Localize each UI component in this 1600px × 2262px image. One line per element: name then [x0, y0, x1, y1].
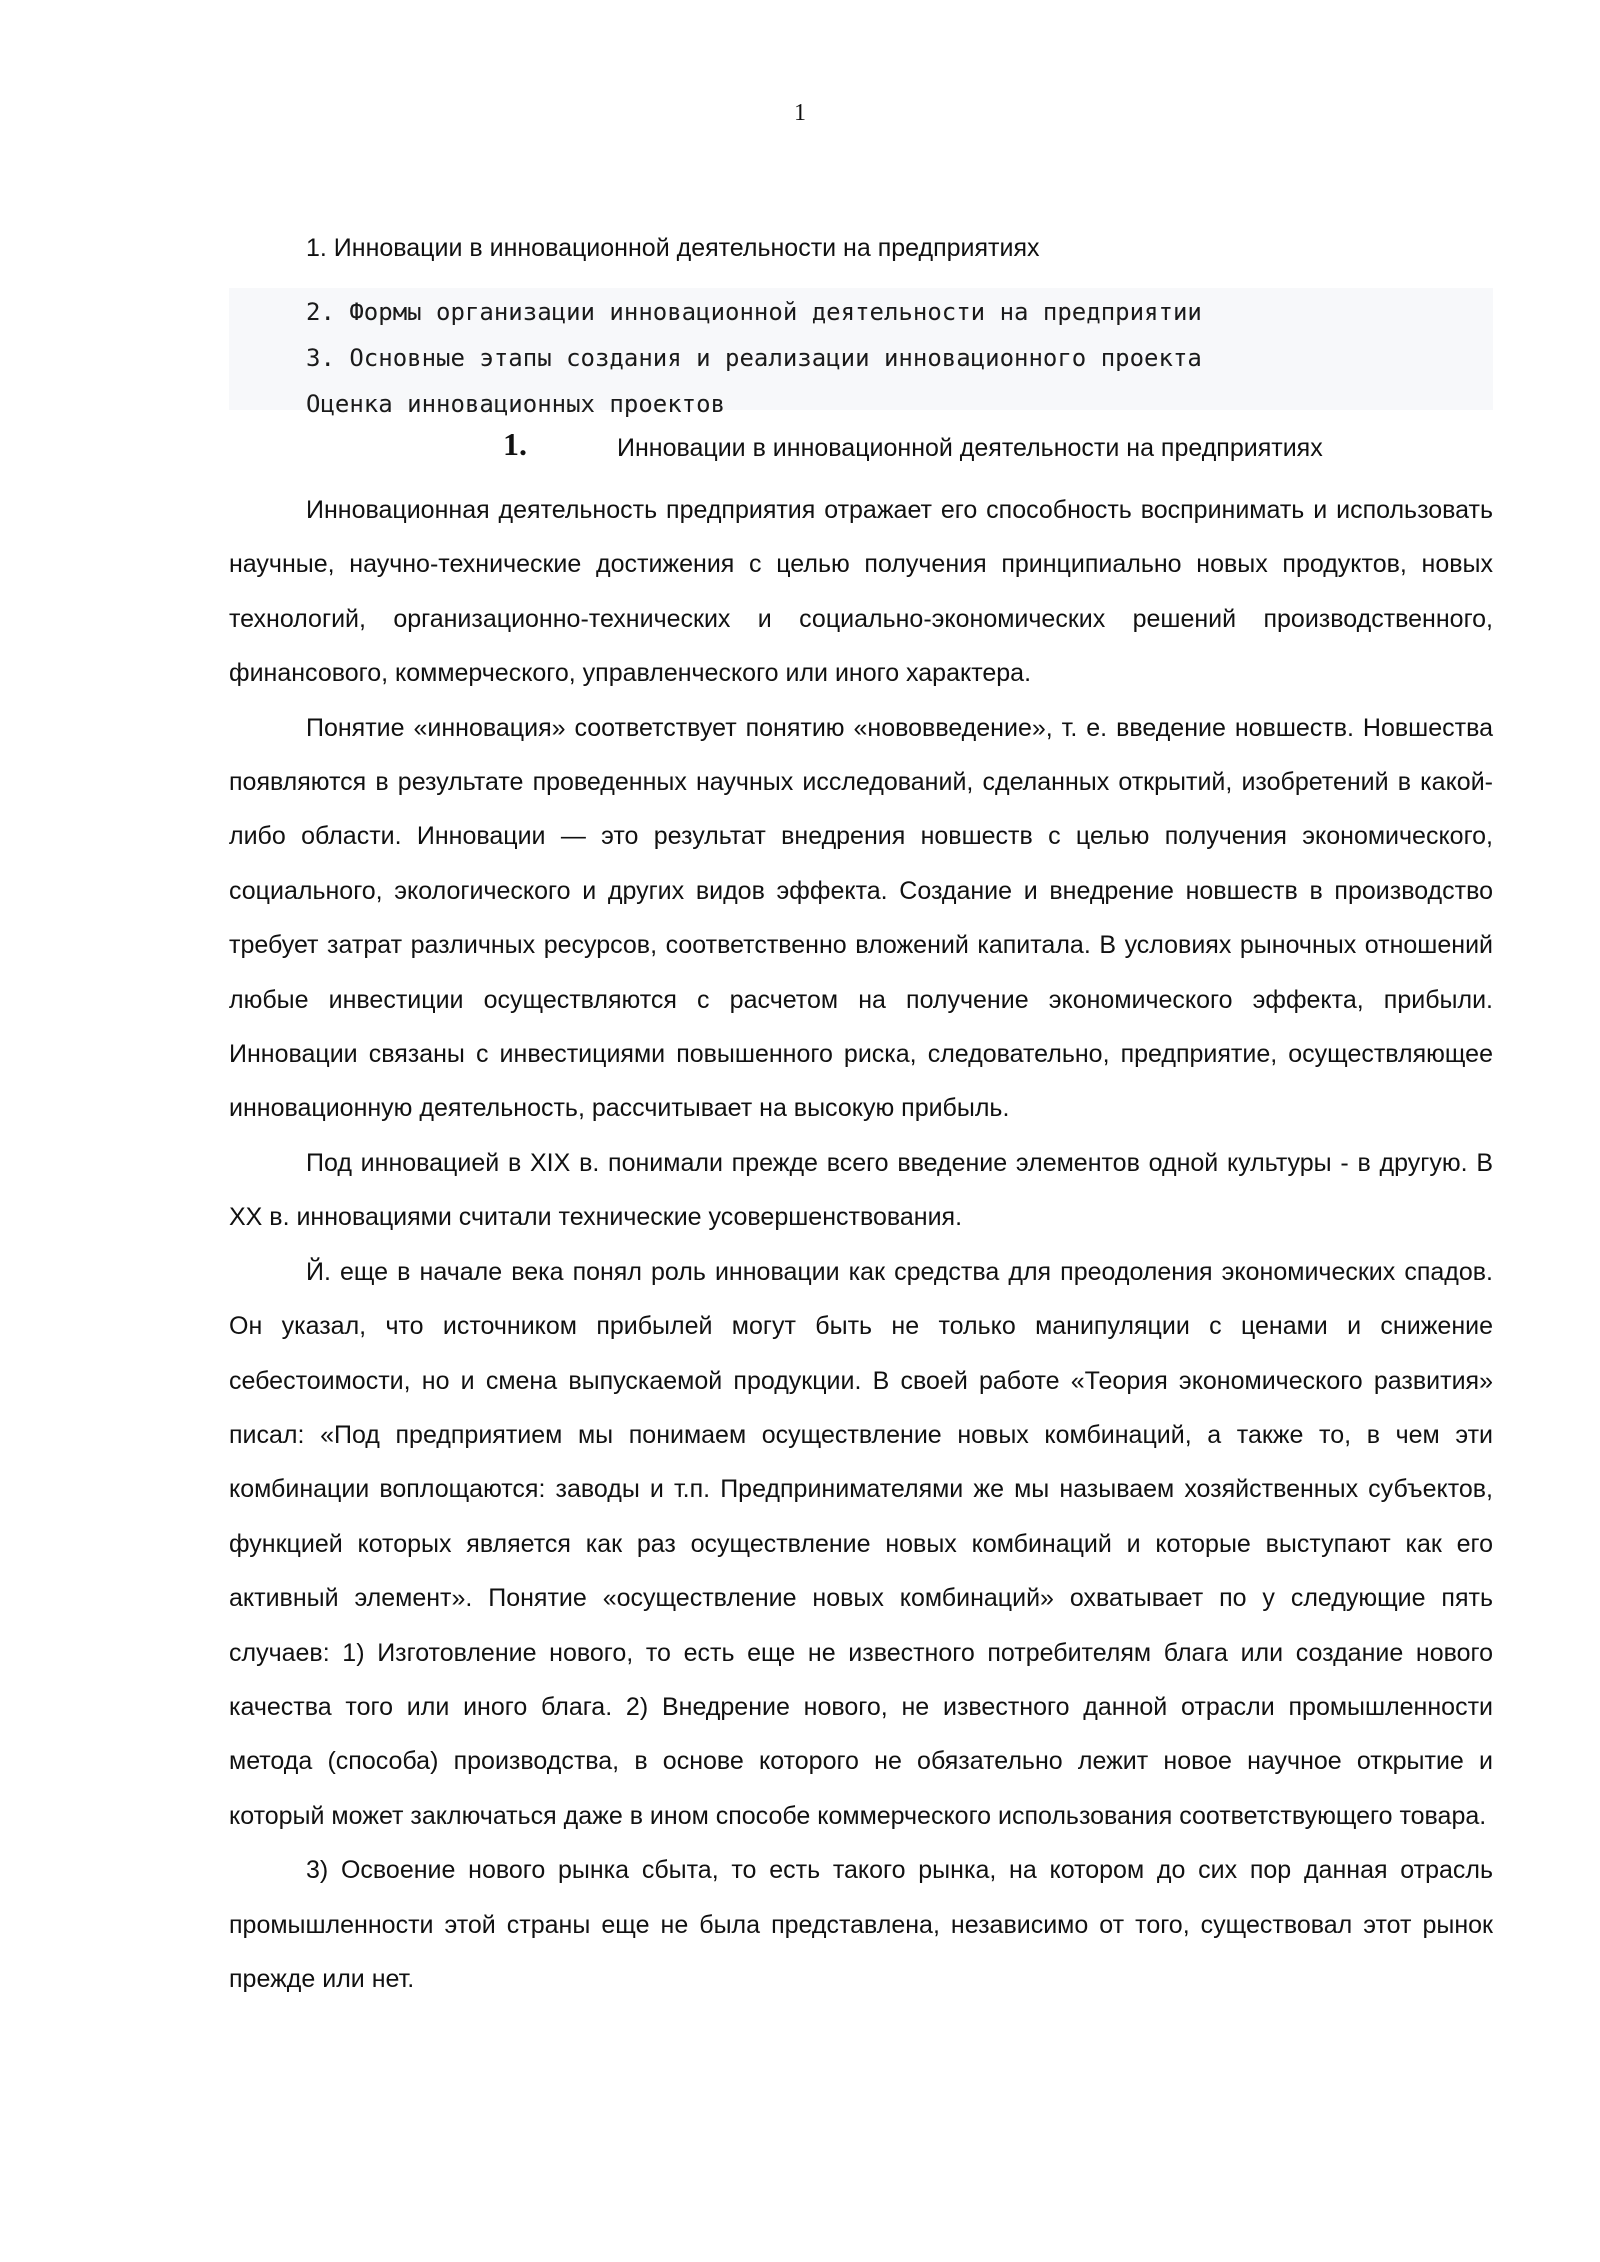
section-number: 1.: [503, 426, 527, 462]
section-title: Инновации в инновационной деятельности на предприятиях: [617, 434, 1323, 462]
toc-item-4: Оценка инновационных проектов: [306, 390, 726, 418]
toc-item-3: 3. Основные этапы создания и реализации инновационного проекта: [306, 344, 1202, 372]
paragraph: Под инновацией в XIX в. понимали прежде всего введение элементов одной культуры - в другую. В XX в. инновациями считали технические усовершенствования.: [229, 1148, 1493, 1232]
toc-item-2: 2. Формы организации инновационной деятельности на предприятии: [306, 298, 1202, 326]
page-number: 1: [794, 100, 806, 126]
toc-item-1: 1. Инновации в инновационной деятельности на предприятиях: [306, 234, 1040, 262]
paragraph: Инновационная деятельность предприятия отражает его способность воспринимать и использовать научные, научно-технические достижения с целью получения принципиально новых продуктов, новых технологий, организационно-технических и социально-экономических решений производственного, финансового, коммерческого, управленческого или иного характера.: [229, 496, 1493, 688]
toc-code-block: [229, 288, 1493, 418]
paragraph: 3) Освоение нового рынка сбыта, то есть такого рынка, на котором до сих пор данная отрасль промышленности этой страны еще не была представлена, независимо от того, существовал этот рынок прежде или нет.: [229, 1856, 1493, 1993]
paragraph: Понятие «инновация» соответствует понятию «нововведение», т. е. введение новшеств. Новшества появляются в результате проведенных научных исследований, сделанных открытий, изобретений в какой-либо области. Инновации — это результат внедрения новшеств с целью получения экономического, социального, экологического и других видов эффекта. Создание и внедрение новшеств в производство требует затрат различных ресурсов, соответственно вложений капитала. В условиях рыночных отношений любые инвестиции осуществляются с расчетом на получение экономического эффекта, прибыли. Инновации связаны с инвестициями повышенного риска, следовательно, предприятие, осуществляющее инновационную деятельность, рассчитывает на высокую прибыль.: [229, 713, 1493, 1123]
paragraph: Й. еще в начале века понял роль инновации как средства для преодоления экономических спадов. Он указал, что источником прибылей могут быть не только манипуляции с ценами и снижение себестоимости, но и смена выпускаемой продукции. В своей работе «Теория экономического развития» писал: «Под предприятием мы понимаем осуществление новых комбинаций, а также то, в чем эти комбинации воплощаются: заводы и т.п. Предпринимателями же мы называем хозяйственных субъектов, функцией которых является как раз осуществление новых комбинаций и которые выступают как его активный элемент». Понятие «осуществление новых комбинаций» охватывает по у следующие пять случаев: 1) Изготовление нового, то есть еще не известного потребителям блага или создание нового качества того или иного блага. 2) Внедрение нового, не известного данной отрасли промышленности метода (способа) производства, в основе которого не обязательно лежит новое научное открытие и который может заключаться даже в ином способе коммерческого использования соответствующего товара.: [229, 1257, 1493, 1830]
body-text: [229, 483, 1493, 2006]
